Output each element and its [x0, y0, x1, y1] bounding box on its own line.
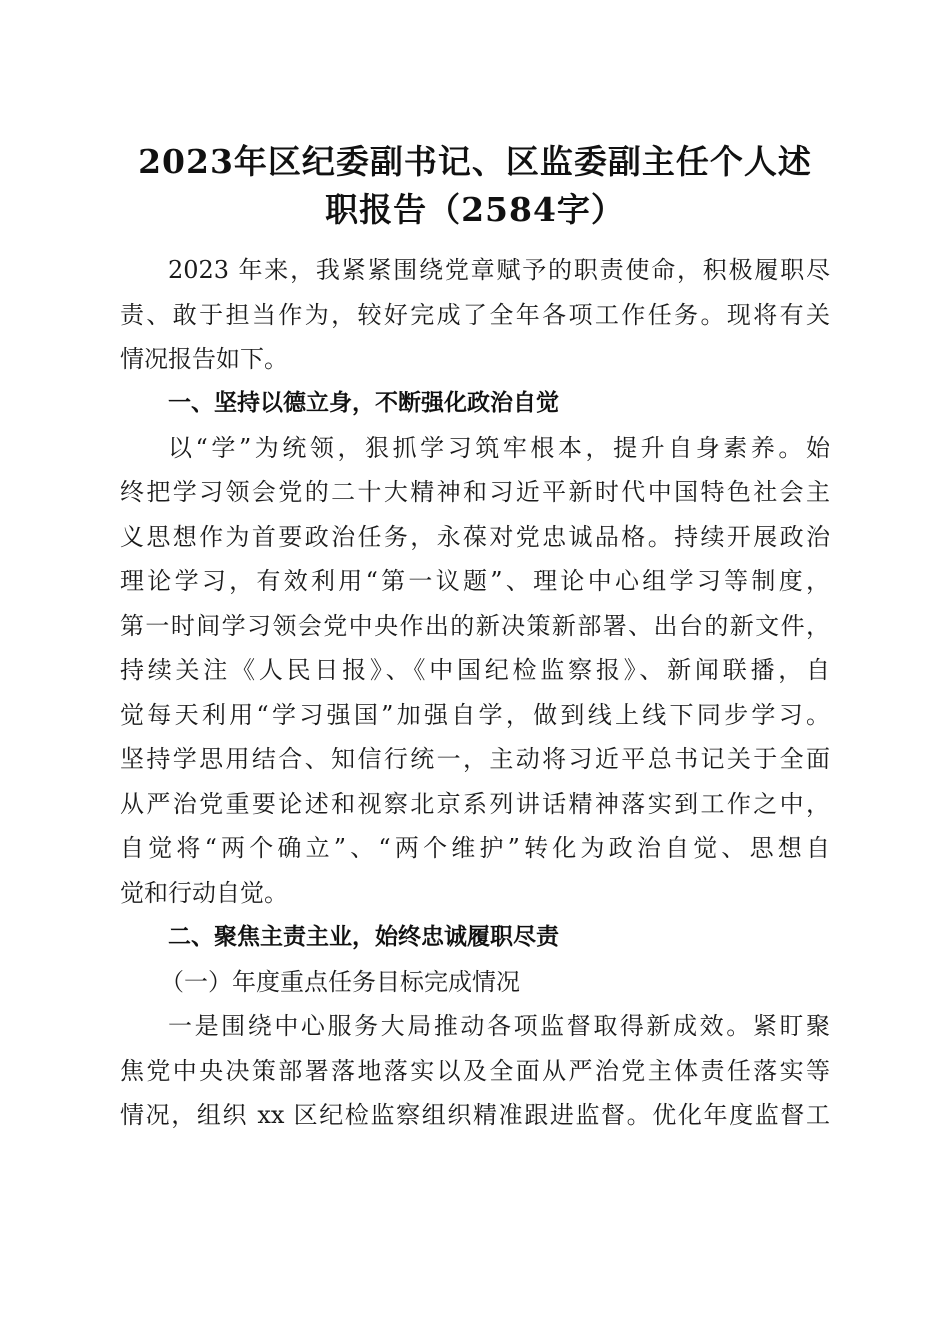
section2-heading: 二、聚焦主责主业，始终忠诚履职尽责 — [168, 924, 559, 950]
intro-line-1: 2023 年来，我紧紧围绕党章赋予的职责使命，积极履职尽 — [168, 256, 830, 284]
section1-line-10: 自觉将“两个确立”、“两个维护”转化为政治自觉、思想自 — [120, 834, 830, 862]
section2-line-2: 焦党中央决策部署落地落实以及全面从严治党主体责任落实等 — [120, 1057, 830, 1085]
section1-line-2: 终把学习领会党的二十大精神和习近平新时代中国特色社会主 — [120, 478, 830, 506]
section1-line-8: 坚持学思用结合、知信行统一，主动将习近平总书记关于全面 — [120, 745, 830, 773]
document-title — [120, 138, 830, 234]
intro-line-3: 情况报告如下。 — [120, 345, 288, 373]
intro-line-2: 责、敢于担当作为，较好完成了全年各项工作任务。现将有关 — [120, 301, 830, 329]
section1-line-4: 理论学习，有效利用“第一议题”、理论中心组学习等制度， — [120, 567, 830, 595]
section2-subheading: （一）年度重点任务目标完成情况 — [160, 968, 520, 996]
section2-line-3: 情况，组织 xx 区纪检监察组织精准跟进监督。优化年度监督工 — [120, 1101, 830, 1129]
section1-line-11: 觉和行动自觉。 — [120, 879, 288, 907]
section1-line-9: 从严治党重要论述和视察北京系列讲话精神落实到工作之中， — [120, 790, 830, 818]
section1-line-7: 觉每天利用“学习强国”加强自学，做到线上线下同步学习。 — [120, 701, 830, 729]
section1-line-5: 第一时间学习领会党中央作出的新决策新部署、出台的新文件， — [120, 612, 830, 640]
section1-line-3: 义思想作为首要政治任务，永葆对党忠诚品格。持续开展政治 — [120, 523, 830, 551]
title-line-2: 职报告（2584字） — [325, 190, 625, 229]
section1-line-1: 以“学”为统领，狠抓学习筑牢根本，提升自身素养。始 — [168, 434, 830, 462]
section1-line-6: 持续关注《人民日报》、《中国纪检监察报》、新闻联播，自 — [120, 656, 830, 684]
section1-heading: 一、坚持以德立身，不断强化政治自觉 — [168, 390, 559, 416]
title-line-1: 2023年区纪委副书记、区监委副主任个人述 — [138, 142, 812, 181]
section2-line-1: 一是围绕中心服务大局推动各项监督取得新成效。紧盯聚 — [168, 1012, 830, 1040]
